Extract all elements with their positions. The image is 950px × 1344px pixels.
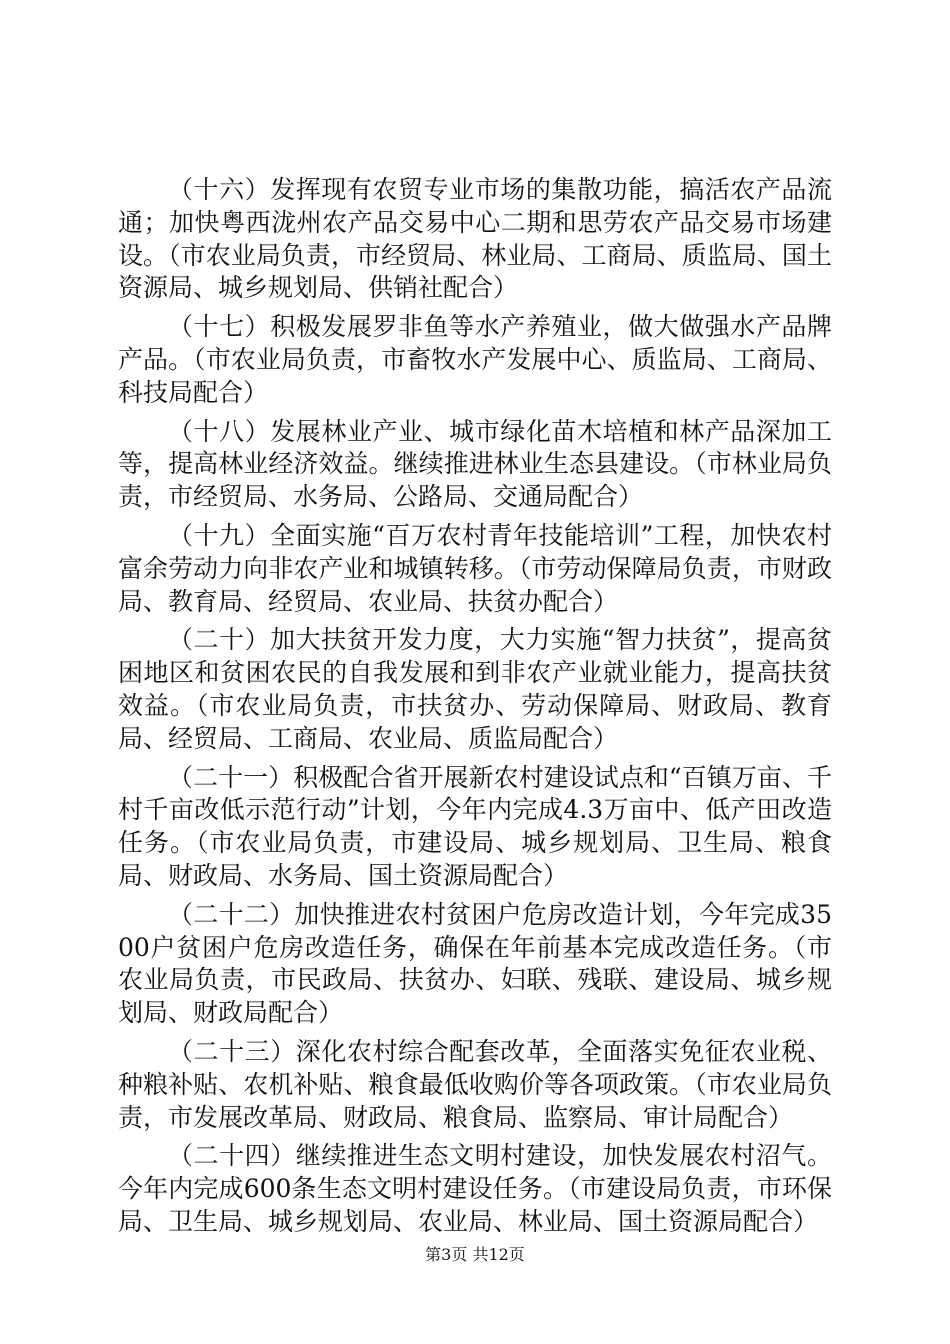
- paragraph-21: （二十一）积极配合省开展新农村建设试点和“百镇万亩、千村千亩改低示范行动”计划，今年内完成4.3万亩中、低产田改造任务。（市农业局负责，市建设局、城乡规划局、卫生局、粮食局、财政局、水务局、国土资源局配合）: [118, 762, 832, 890]
- paragraph-22: （二十二）加快推进农村贫困户危房改造计划，今年完成3500户贫困户危房改造任务，确保在年前基本完成改造任务。（市农业局负责，市民政局、扶贫办、妇联、残联、建设局、城乡规划局、财政局配合）: [118, 899, 832, 1028]
- page-number-label: 第3页 共12页: [425, 1245, 525, 1264]
- page-footer: [0, 1245, 950, 1265]
- paragraph-24: （二十四）继续推进生态文明村建设，加快发展农村沼气。今年内完成600条生态文明村建设任务。（市建设局负责，市环保局、卫生局、城乡规划局、农业局、林业局、国土资源局配合）: [118, 1141, 832, 1236]
- document-body: [118, 174, 832, 1245]
- paragraph-20: （二十）加大扶贫开发力度，大力实施“智力扶贫”，提高贫困地区和贫困农民的自我发展和到非农产业就业能力，提高扶贫效益。（市农业局负责，市扶贫办、劳动保障局、财政局、教育局、经贸局、工商局、农业局、质监局配合）: [118, 625, 832, 753]
- paragraph-23: （二十三）深化农村综合配套改革，全面落实免征农业税、种粮补贴、农机补贴、粮食最低收购价等各项政策。（市农业局负责，市发展改革局、财政局、粮食局、监察局、审计局配合）: [118, 1036, 832, 1132]
- paragraph-19: （十九）全面实施“百万农村青年技能培训”工程，加快农村富余劳动力向非农产业和城镇转移。（市劳动保障局负责，市财政局、教育局、经贸局、农业局、扶贫办配合）: [118, 520, 832, 616]
- paragraph-18: （十八）发展林业产业、城市绿化苗木培植和林产品深加工等，提高林业经济效益。继续推进林业生态县建设。（市林业局负责，市经贸局、水务局、公路局、交通局配合）: [118, 416, 832, 512]
- paragraph-16: （十六）发挥现有农贸专业市场的集散功能，搞活农产品流通；加快粤西泷州农产品交易中心二期和思劳农产品交易市场建设。（市农业局负责，市经贸局、林业局、工商局、质监局、国土资源局、城乡规划局、供销社配合）: [118, 175, 832, 303]
- paragraph-17: （十七）积极发展罗非鱼等水产养殖业，做大做强水产品牌产品。（市农业局负责，市畜牧水产发展中心、质监局、工商局、科技局配合）: [118, 312, 832, 407]
